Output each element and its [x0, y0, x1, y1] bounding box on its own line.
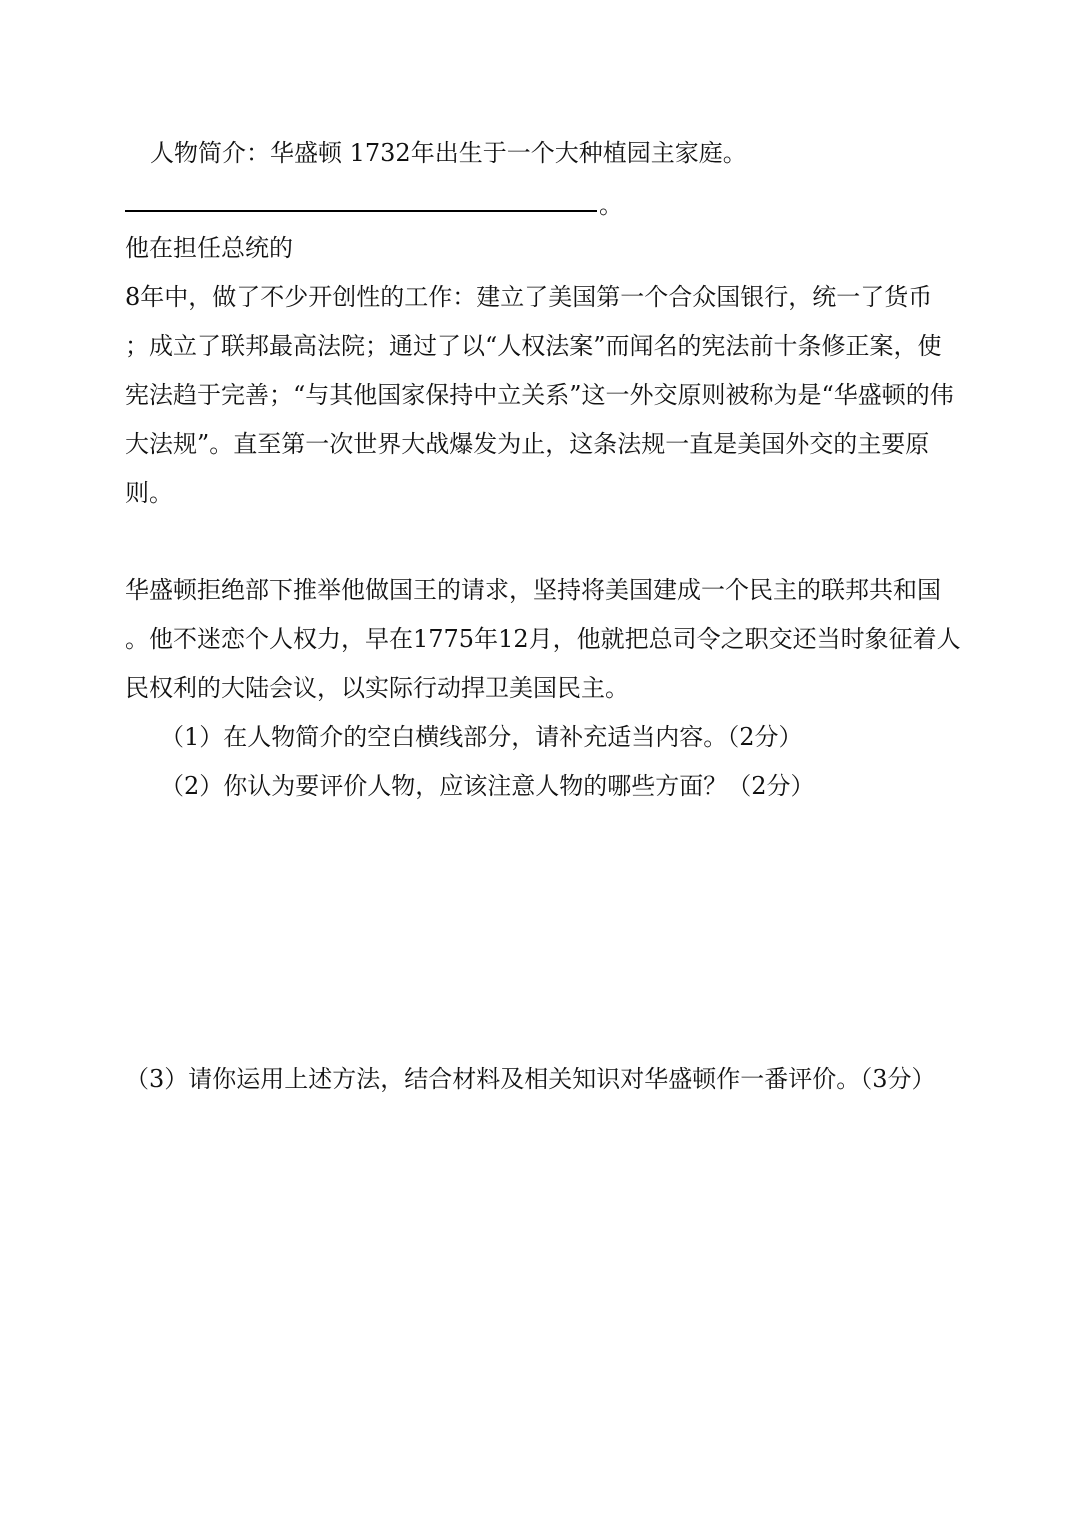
paragraph1-line3: ；成立了联邦最高法院；通过了以“人权法案”而闻名的宪法前十条修正案，使 — [125, 332, 942, 360]
blank-period: 。 — [599, 191, 623, 219]
question-3: （3）请你运用上述方法，结合材料及相关知识对华盛顿作一番评价。（3分） — [125, 1065, 936, 1093]
question-1: （1）在人物简介的空白横线部分，请补充适当内容。（2分） — [160, 723, 803, 751]
intro-line: 人物简介：华盛顿 1732年出生于一个大种植园主家庭。 — [150, 139, 747, 167]
paragraph2-line1: 华盛顿拒绝部下推举他做国王的请求，坚持将美国建成一个民主的联邦共和国 — [125, 576, 941, 604]
paragraph2-line3: 民权利的大陆会议，以实际行动捍卫美国民主。 — [125, 674, 629, 702]
paragraph1-line1: 他在担任总统的 — [125, 234, 293, 262]
paragraph1-line2: 8年中，做了不少开创性的工作：建立了美国第一个合众国银行，统一了货币 — [125, 283, 933, 311]
answer-blank — [125, 190, 625, 220]
paragraph2-line2: 。他不迷恋个人权力，早在1775年12月，他就把总司令之职交还当时象征着人 — [125, 625, 961, 653]
question-2: （2）你认为要评价人物，应该注意人物的哪些方面？（2分） — [160, 772, 815, 800]
paragraph1-line6: 则。 — [125, 479, 173, 507]
blank-underline — [125, 210, 597, 212]
paragraph1-line5: 大法规”。直至第一次世界大战爆发为止，这条法规一直是美国外交的主要原 — [125, 430, 930, 458]
paragraph1-line4: 宪法趋于完善；“与其他国家保持中立关系”这一外交原则被称为是“华盛顿的伟 — [125, 381, 954, 409]
